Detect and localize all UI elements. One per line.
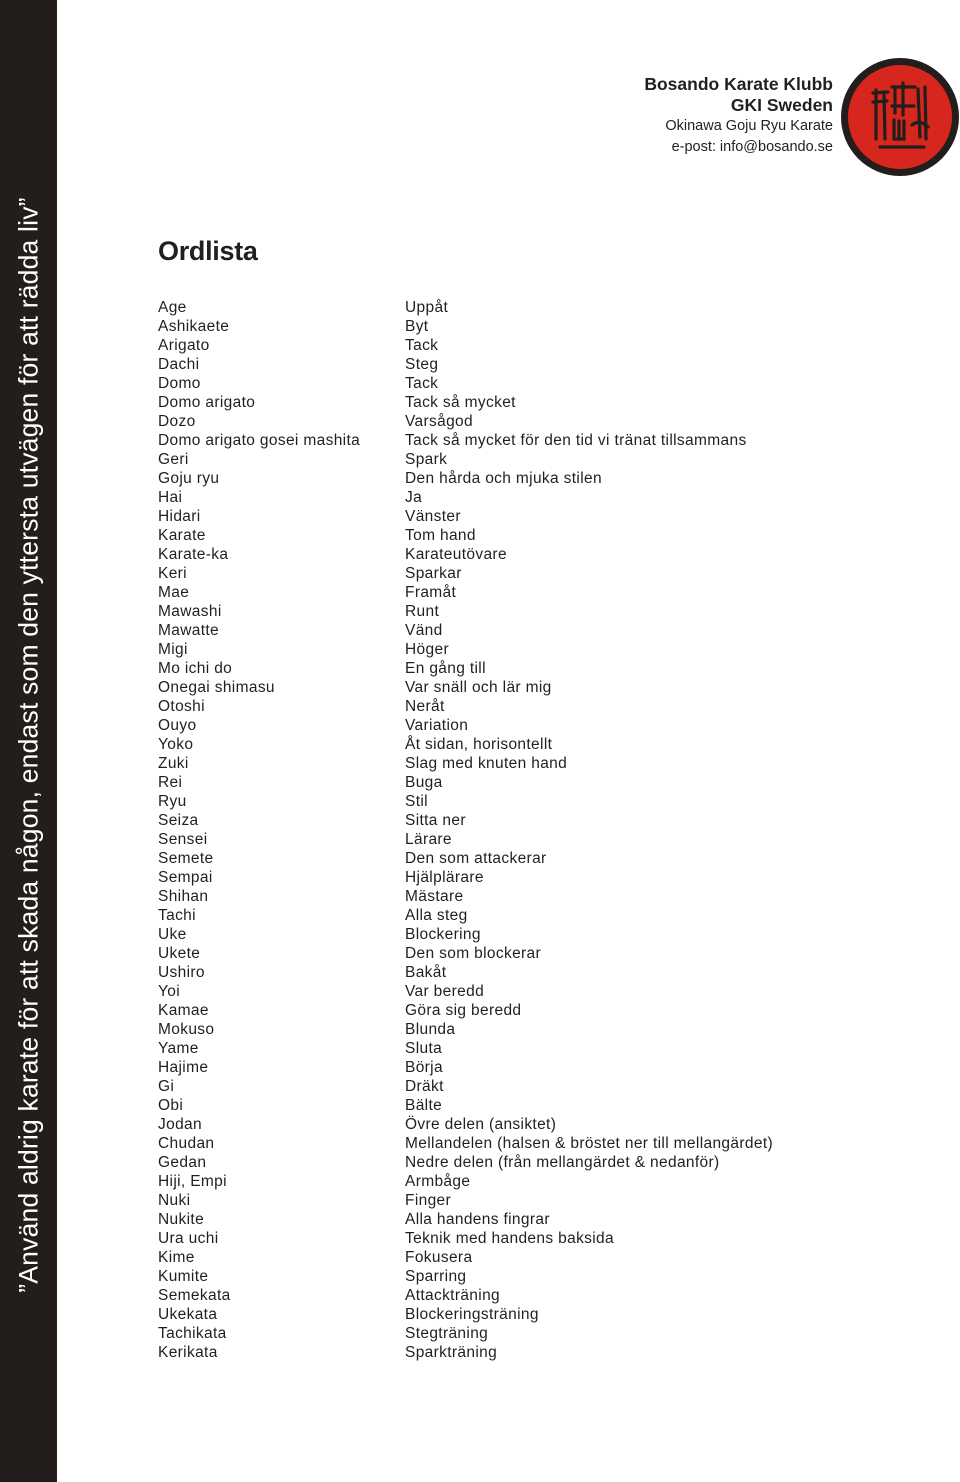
glossary-term: Dozo bbox=[158, 413, 196, 430]
glossary-term: Mo ichi do bbox=[158, 660, 233, 677]
glossary-entry bbox=[158, 887, 818, 906]
glossary-entry bbox=[158, 735, 818, 754]
glossary-meaning: Uppåt bbox=[405, 299, 449, 316]
glossary-entry bbox=[158, 526, 818, 545]
glossary-meaning: Sitta ner bbox=[405, 812, 466, 829]
glossary-entry bbox=[158, 1153, 818, 1172]
glossary-term: Tachi bbox=[158, 907, 196, 924]
glossary-meaning: Stegträning bbox=[405, 1325, 489, 1342]
glossary-entry bbox=[158, 1324, 818, 1343]
glossary-term: Rei bbox=[158, 774, 183, 791]
glossary-term: Ukekata bbox=[158, 1306, 218, 1323]
club-name: Bosando Karate Klubb bbox=[644, 74, 833, 94]
glossary-meaning: Tack bbox=[405, 337, 439, 354]
club-style: Okinawa Goju Ryu Karate bbox=[665, 118, 833, 134]
glossary-term: Yoko bbox=[158, 736, 194, 753]
glossary-term: Semekata bbox=[158, 1287, 231, 1304]
glossary-meaning: Bälte bbox=[405, 1097, 443, 1114]
glossary-meaning: Sparkträning bbox=[405, 1344, 498, 1361]
glossary-term: Karate-ka bbox=[158, 546, 229, 563]
glossary-term: Ushiro bbox=[158, 964, 205, 981]
glossary-meaning: Tom hand bbox=[405, 527, 476, 544]
glossary-entry bbox=[158, 317, 818, 336]
glossary-term: Ouyo bbox=[158, 717, 197, 734]
glossary-term: Ashikaete bbox=[158, 318, 230, 335]
glossary-entry bbox=[158, 450, 818, 469]
glossary-entry bbox=[158, 1267, 818, 1286]
glossary-entry bbox=[158, 659, 818, 678]
glossary-term: Migi bbox=[158, 641, 188, 658]
glossary-list bbox=[158, 298, 818, 1362]
glossary-term: Hidari bbox=[158, 508, 201, 525]
glossary-term: Gedan bbox=[158, 1154, 207, 1171]
glossary-meaning: Den som blockerar bbox=[405, 945, 542, 962]
glossary-meaning: Armbåge bbox=[405, 1173, 471, 1190]
glossary-meaning: Stil bbox=[405, 793, 428, 810]
glossary-entry bbox=[158, 697, 818, 716]
glossary-meaning: Blockering bbox=[405, 926, 481, 943]
side-banner bbox=[0, 0, 57, 1482]
glossary-entry bbox=[158, 1191, 818, 1210]
glossary-meaning: Byt bbox=[405, 318, 429, 335]
glossary-term: Hiji, Empi bbox=[158, 1173, 227, 1190]
glossary-meaning: Framåt bbox=[405, 584, 457, 601]
glossary-entry bbox=[158, 355, 818, 374]
glossary-entry bbox=[158, 1058, 818, 1077]
glossary-entry bbox=[158, 1248, 818, 1267]
glossary-entry bbox=[158, 1096, 818, 1115]
glossary-term: Mokuso bbox=[158, 1021, 215, 1038]
glossary-term: Domo bbox=[158, 375, 201, 392]
glossary-term: Onegai shimasu bbox=[158, 679, 275, 696]
glossary-meaning: Spark bbox=[405, 451, 448, 468]
glossary-entry bbox=[158, 716, 818, 735]
glossary-term: Chudan bbox=[158, 1135, 215, 1152]
glossary-entry bbox=[158, 621, 818, 640]
glossary-meaning: Slag med knuten hand bbox=[405, 755, 568, 772]
glossary-entry bbox=[158, 1020, 818, 1039]
glossary-term: Mawatte bbox=[158, 622, 220, 639]
glossary-term: Kumite bbox=[158, 1268, 209, 1285]
glossary-meaning: Sluta bbox=[405, 1040, 443, 1057]
glossary-meaning: Övre delen (ansiktet) bbox=[405, 1116, 557, 1133]
glossary-term: Goju ryu bbox=[158, 470, 220, 487]
glossary-entry bbox=[158, 792, 818, 811]
glossary-meaning: Var beredd bbox=[405, 983, 485, 1000]
glossary-entry bbox=[158, 906, 818, 925]
glossary-term: Ukete bbox=[158, 945, 201, 962]
glossary-term: Zuki bbox=[158, 755, 189, 772]
glossary-entry bbox=[158, 640, 818, 659]
glossary-entry bbox=[158, 1134, 818, 1153]
glossary-entry bbox=[158, 374, 818, 393]
glossary-entry bbox=[158, 602, 818, 621]
glossary-term: Hajime bbox=[158, 1059, 209, 1076]
glossary-term: Keri bbox=[158, 565, 187, 582]
glossary-term: Nuki bbox=[158, 1192, 191, 1209]
glossary-meaning: Börja bbox=[405, 1059, 443, 1076]
glossary-term: Kime bbox=[158, 1249, 195, 1266]
glossary-meaning: Tack bbox=[405, 375, 439, 392]
glossary-entry bbox=[158, 678, 818, 697]
glossary-entry bbox=[158, 583, 818, 602]
glossary-meaning: Fokusera bbox=[405, 1249, 473, 1266]
side-quote: ”Använd aldrig karate för att skada någon, endast som den yttersta utvägen för att rädda liv” bbox=[13, 197, 44, 1293]
glossary-meaning: Ja bbox=[405, 489, 423, 506]
glossary-term: Shihan bbox=[158, 888, 209, 905]
page-title: Ordlista bbox=[158, 236, 258, 266]
glossary-meaning: Blunda bbox=[405, 1021, 456, 1038]
glossary-meaning: Den som attackerar bbox=[405, 850, 547, 867]
glossary-meaning: Vänster bbox=[405, 508, 461, 525]
glossary-meaning: Steg bbox=[405, 356, 439, 373]
glossary-entry bbox=[158, 1305, 818, 1324]
glossary-term: Domo arigato bbox=[158, 394, 256, 411]
club-email: e-post: info@bosando.se bbox=[671, 139, 833, 155]
glossary-meaning: Finger bbox=[405, 1192, 452, 1209]
glossary-term: Ura uchi bbox=[158, 1230, 219, 1247]
glossary-meaning: Tack så mycket bbox=[405, 394, 516, 411]
glossary-entry bbox=[158, 393, 818, 412]
glossary-term: Nukite bbox=[158, 1211, 205, 1228]
glossary-meaning: Sparkar bbox=[405, 565, 462, 582]
glossary-meaning: Göra sig beredd bbox=[405, 1002, 522, 1019]
glossary-entry bbox=[158, 298, 818, 317]
glossary-term: Seiza bbox=[158, 812, 199, 829]
logo-disc bbox=[848, 65, 952, 169]
glossary-entry bbox=[158, 925, 818, 944]
glossary-meaning: Teknik med handens baksida bbox=[405, 1230, 615, 1247]
glossary-entry bbox=[158, 849, 818, 868]
glossary-meaning: Attackträning bbox=[405, 1287, 501, 1304]
glossary-entry bbox=[158, 431, 818, 450]
glossary-meaning: En gång till bbox=[405, 660, 486, 677]
glossary-meaning: Mästare bbox=[405, 888, 464, 905]
glossary-entry bbox=[158, 1229, 818, 1248]
glossary-term: Mae bbox=[158, 584, 190, 601]
glossary-entry bbox=[158, 773, 818, 792]
club-header bbox=[644, 74, 833, 158]
glossary-meaning: Neråt bbox=[405, 698, 445, 715]
glossary-entry bbox=[158, 507, 818, 526]
glossary-entry bbox=[158, 1115, 818, 1134]
glossary-term: Yoi bbox=[158, 983, 181, 1000]
glossary-term: Sensei bbox=[158, 831, 208, 848]
glossary-entry bbox=[158, 1001, 818, 1020]
glossary-term: Geri bbox=[158, 451, 189, 468]
club-organization: GKI Sweden bbox=[730, 95, 833, 115]
glossary-term: Obi bbox=[158, 1097, 184, 1114]
glossary-term: Otoshi bbox=[158, 698, 205, 715]
glossary-meaning: Mellandelen (halsen & bröstet ner till mellangärdet) bbox=[405, 1135, 773, 1152]
glossary-term: Domo arigato gosei mashita bbox=[158, 432, 361, 449]
glossary-meaning: Sparring bbox=[405, 1268, 467, 1285]
glossary-entry bbox=[158, 982, 818, 1001]
glossary-meaning: Alla steg bbox=[405, 907, 468, 924]
glossary-term: Kerikata bbox=[158, 1344, 218, 1361]
glossary-entry bbox=[158, 1039, 818, 1058]
glossary-meaning: Blockeringsträning bbox=[405, 1306, 539, 1323]
glossary-term: Yame bbox=[158, 1040, 199, 1057]
glossary-term: Jodan bbox=[158, 1116, 202, 1133]
glossary-entry bbox=[158, 830, 818, 849]
glossary-meaning: Runt bbox=[405, 603, 440, 620]
glossary-meaning: Varsågod bbox=[405, 413, 474, 430]
glossary-entry bbox=[158, 469, 818, 488]
glossary-term: Kamae bbox=[158, 1002, 209, 1019]
goju-ryu-emblem-icon bbox=[840, 57, 960, 177]
glossary-meaning: Lärare bbox=[405, 831, 452, 848]
glossary-meaning: Var snäll och lär mig bbox=[405, 679, 552, 696]
glossary-entry bbox=[158, 545, 818, 564]
glossary-meaning: Karateutövare bbox=[405, 546, 507, 563]
glossary-term: Dachi bbox=[158, 356, 200, 373]
glossary-entry bbox=[158, 1210, 818, 1229]
glossary-meaning: Vänd bbox=[405, 622, 443, 639]
glossary-term: Gi bbox=[158, 1078, 175, 1095]
glossary-term: Age bbox=[158, 299, 187, 316]
glossary-entry bbox=[158, 1286, 818, 1305]
glossary-term: Mawashi bbox=[158, 603, 222, 620]
glossary-term: Sempai bbox=[158, 869, 213, 886]
glossary-entry bbox=[158, 944, 818, 963]
glossary-term: Karate bbox=[158, 527, 206, 544]
glossary-entry bbox=[158, 963, 818, 982]
glossary-meaning: Höger bbox=[405, 641, 449, 658]
glossary-entry bbox=[158, 868, 818, 887]
glossary-entry bbox=[158, 336, 818, 355]
glossary-entry bbox=[158, 1172, 818, 1191]
glossary-term: Hai bbox=[158, 489, 183, 506]
glossary-meaning: Hjälplärare bbox=[405, 869, 484, 886]
glossary-meaning: Nedre delen (från mellangärdet & nedanför) bbox=[405, 1154, 720, 1171]
glossary-term: Arigato bbox=[158, 337, 210, 354]
glossary-term: Uke bbox=[158, 926, 187, 943]
glossary-entry bbox=[158, 488, 818, 507]
glossary-meaning: Variation bbox=[405, 717, 469, 734]
glossary-term: Ryu bbox=[158, 793, 187, 810]
glossary-entry bbox=[158, 1343, 818, 1362]
glossary-meaning: Åt sidan, horisontellt bbox=[405, 736, 553, 753]
glossary-meaning: Buga bbox=[405, 774, 443, 791]
glossary-term: Tachikata bbox=[158, 1325, 227, 1342]
glossary-meaning: Den hårda och mjuka stilen bbox=[405, 470, 602, 487]
glossary-meaning: Alla handens fingrar bbox=[405, 1211, 550, 1228]
glossary-meaning: Dräkt bbox=[405, 1078, 444, 1095]
glossary-entry bbox=[158, 564, 818, 583]
glossary-entry bbox=[158, 754, 818, 773]
glossary-term: Semete bbox=[158, 850, 214, 867]
glossary-entry bbox=[158, 1077, 818, 1096]
glossary-entry bbox=[158, 811, 818, 830]
glossary-meaning: Tack så mycket för den tid vi tränat tillsammans bbox=[405, 432, 747, 449]
glossary-meaning: Bakåt bbox=[405, 964, 447, 981]
glossary-entry bbox=[158, 412, 818, 431]
